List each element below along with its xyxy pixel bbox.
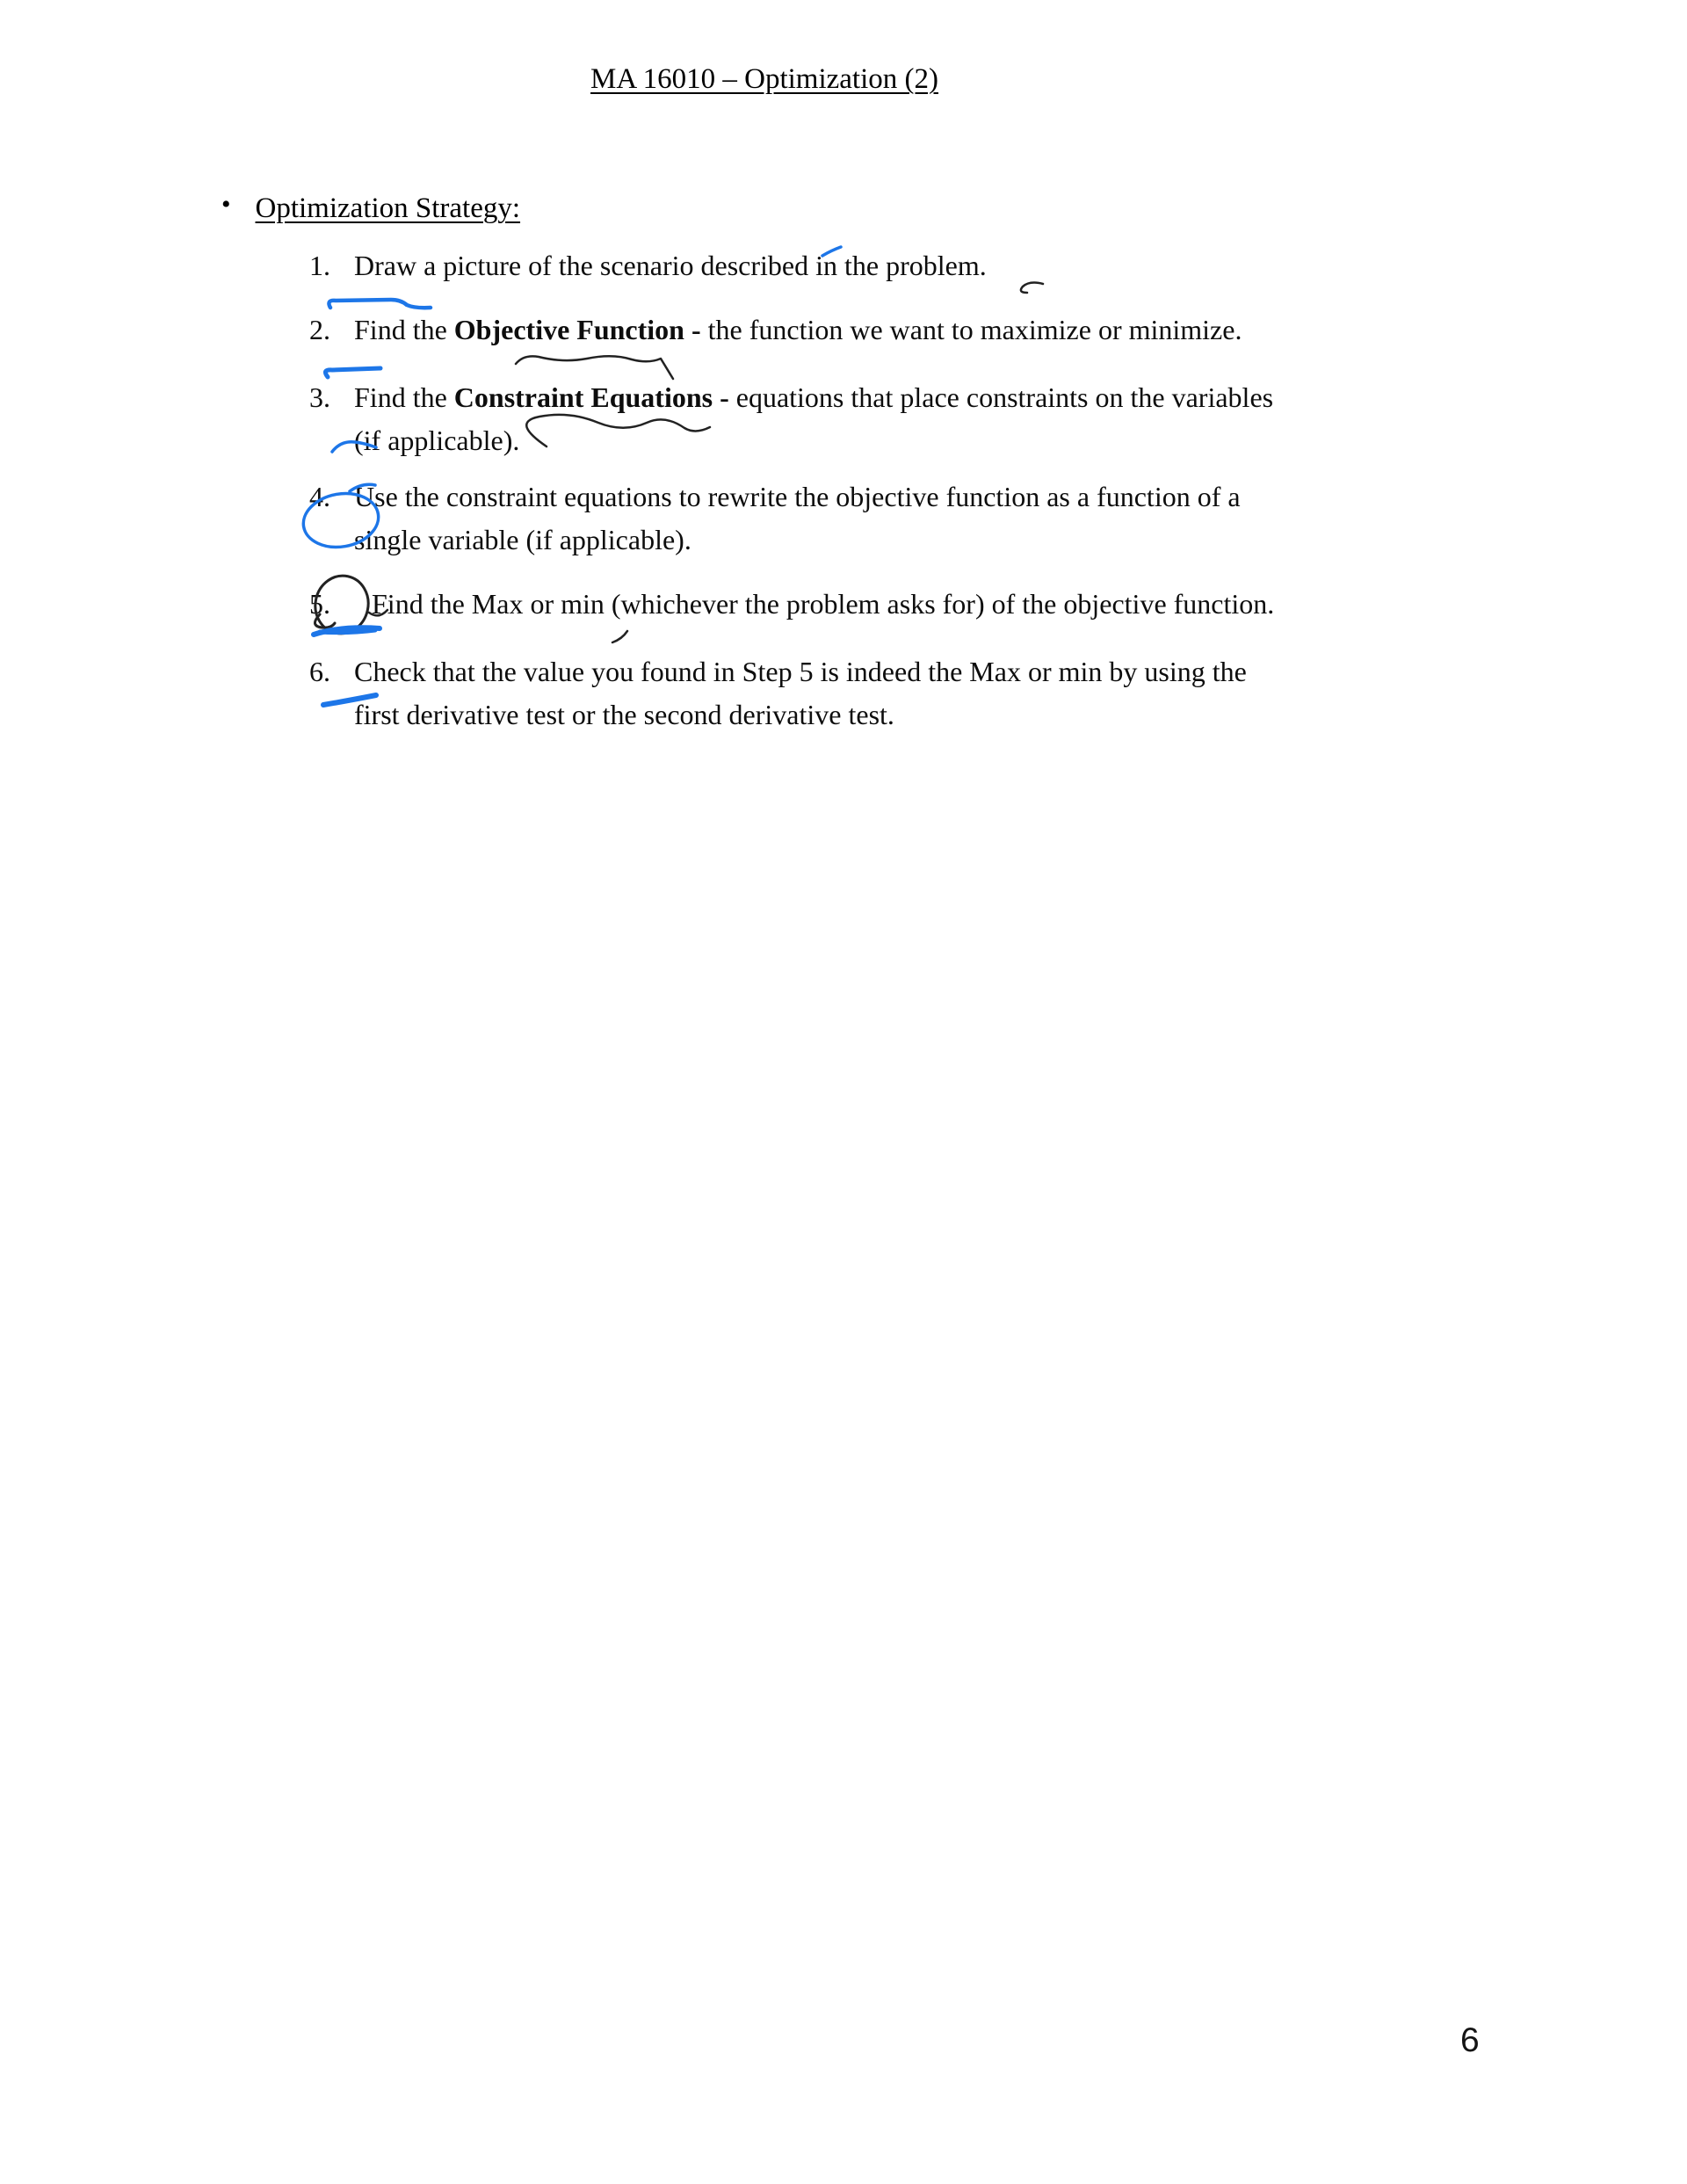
item-text: Find the Objective Function - the function we want to maximize or minimize. bbox=[354, 314, 1242, 345]
item-number: 6. bbox=[309, 656, 330, 687]
list-item-5 bbox=[309, 583, 1274, 626]
list-item-6 bbox=[309, 650, 1247, 736]
pencil-curl-under-problem bbox=[1021, 283, 1043, 293]
page-title: MA 16010 – Optimization (2) bbox=[590, 63, 938, 95]
item-number: 1. bbox=[309, 250, 330, 281]
list-item-3 bbox=[309, 376, 1273, 462]
item-number: 3. bbox=[309, 381, 330, 413]
item-number: 2. bbox=[309, 314, 330, 345]
pen-scribble-under-item5 bbox=[314, 628, 380, 635]
list-item-1 bbox=[309, 244, 987, 287]
item-text: Draw a picture of the scenario described in the problem. bbox=[354, 250, 987, 281]
section-heading-label: Optimization Strategy: bbox=[255, 192, 521, 224]
item-text: Check that the value you found in Step 5 is indeed the Max or min by using the first derivative test or the second derivative test. bbox=[354, 656, 1247, 730]
item-number: 5. bbox=[309, 588, 330, 620]
list-item-2 bbox=[309, 308, 1242, 352]
item-number: 4. bbox=[309, 481, 330, 512]
item-text: Use the constraint equations to rewrite the objective function as a function of a single variable (if applicable). bbox=[354, 481, 1241, 555]
list-item-4 bbox=[309, 475, 1241, 562]
item-text: Find the Max or min (whichever the problem asks for) of the objective function. bbox=[372, 588, 1275, 620]
pen-underline-item1 bbox=[329, 300, 431, 308]
pen-scribble-under-item5-b bbox=[320, 630, 375, 633]
page-number: 6 bbox=[1460, 2021, 1480, 2059]
item-text: Find the Constraint Equations - equations that place constraints on the variables (if applicable). bbox=[354, 381, 1274, 456]
section-heading bbox=[221, 192, 520, 226]
bullet-icon: • bbox=[221, 190, 231, 219]
pencil-tick-item5 bbox=[612, 631, 627, 642]
